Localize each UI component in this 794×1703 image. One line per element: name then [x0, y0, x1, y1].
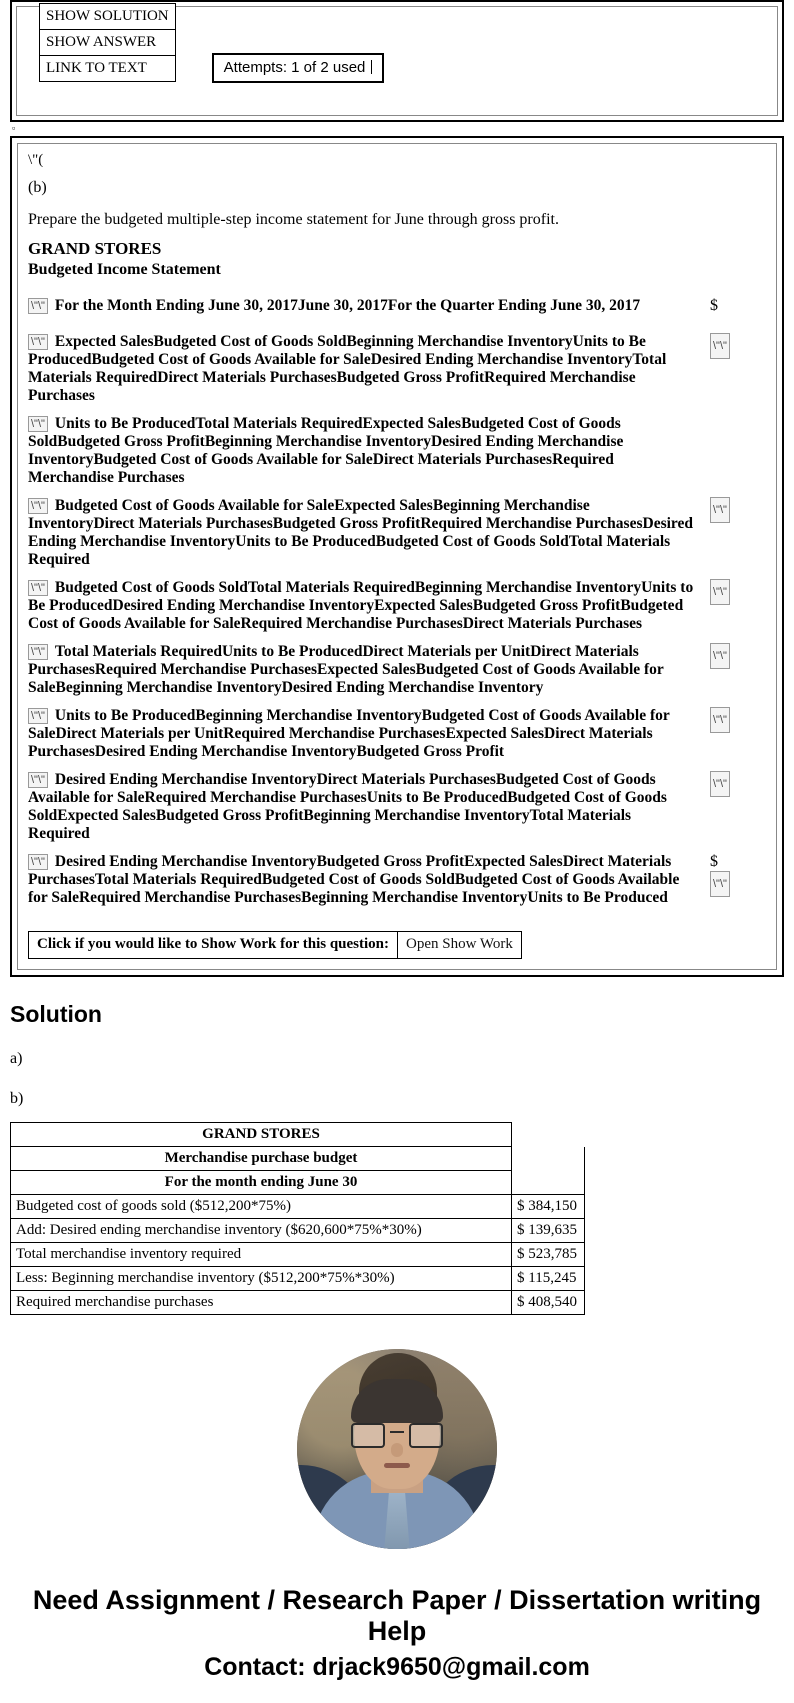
- table-row: [28, 643, 766, 697]
- statement-title: Budgeted Income Statement: [28, 261, 221, 278]
- question-panel: [10, 136, 784, 977]
- avatar-mouth: [384, 1463, 410, 1468]
- date-row-right: [710, 297, 766, 315]
- row-left: [28, 579, 706, 633]
- show-work-inner: [29, 932, 521, 958]
- row-dropdown-options[interactable]: Units to Be ProducedTotal Materials RequiredExpected SalesBudgeted Cost of Goods SoldBudgeted Gross ProfitBeginning Merchandise InventoryDesired Ending Merchandise InventoryBudgeted Cost of Goods Available for SaleDirect Materials PurchasesRequired Merchandise Purchases: [28, 415, 624, 486]
- row-label: Add: Desired ending merchandise inventory ($620,600*75%*30%): [11, 1219, 512, 1243]
- broken-image-icon: \"\": [710, 707, 730, 733]
- attempts-badge: [212, 53, 385, 83]
- row-dropdown-options[interactable]: Total Materials RequiredUnits to Be ProducedDirect Materials per UnitDirect Materials PurchasesRequired Merchandise PurchasesExpected SalesBudgeted Cost of Goods Available for SaleBeginning Merchandise InventoryDesired Ending Merchandise Inventory: [28, 643, 664, 696]
- row-dropdown-options[interactable]: Budgeted Cost of Goods SoldTotal Materials RequiredBeginning Merchandise InventoryUnits to Be ProducedDesired Ending Merchandise InventoryExpected SalesBudgeted Gross ProfitBudgeted Cost of Goods Available for SaleRequired Merchandise PurchasesDirect Materials Purchases: [28, 579, 694, 632]
- row-left: [28, 771, 706, 843]
- avatar-glasses-right: [409, 1423, 443, 1448]
- avatar-glasses-bridge: [390, 1431, 404, 1433]
- avatar-nose: [391, 1443, 403, 1457]
- row-dropdown-options[interactable]: Desired Ending Merchandise InventoryBudgeted Gross ProfitExpected SalesDirect Materials PurchasesTotal Materials RequiredBudgeted Cost of Goods SoldBudgeted Cost of Goods Available for SaleRequired Merchandise PurchasesBeginning Merchandise InventoryUnits to Be Produced: [28, 853, 680, 906]
- spacer-cell: [512, 1147, 585, 1171]
- avatar-glasses-left: [351, 1423, 385, 1448]
- avatar: [297, 1349, 497, 1549]
- currency-symbol: $: [710, 853, 718, 870]
- date-row-left: [28, 297, 710, 315]
- advertisement: [10, 1585, 784, 1683]
- broken-image-icon: \"\": [28, 854, 48, 870]
- row-dropdown-options[interactable]: Desired Ending Merchandise InventoryDirect Materials PurchasesBudgeted Cost of Goods Available for SaleRequired Merchandise PurchasesUnits to Be ProducedBudgeted Cost of Goods SoldExpected SalesBudgeted Gross ProfitBeginning Merchandise InventoryTotal Materials Required: [28, 771, 667, 842]
- broken-image-icon: \"\": [28, 334, 48, 350]
- broken-image-icon: \"\": [710, 333, 730, 359]
- panel-separator-mark: ▫: [12, 123, 16, 133]
- show-solution-button[interactable]: SHOW SOLUTION: [40, 4, 175, 30]
- broken-image-icon: \"\": [28, 708, 48, 724]
- table-row: [28, 415, 766, 487]
- row-dropdown-options[interactable]: Units to Be ProducedBeginning Merchandise InventoryBudgeted Cost of Goods Available for SaleDirect Materials per UnitRequired Merchandise PurchasesExpected SalesDirect Materials PurchasesDesired Ending Merchandise InventoryBudgeted Gross Profit: [28, 707, 670, 760]
- table-row: [28, 579, 766, 633]
- row-right: [706, 579, 766, 605]
- row-amount: $ 115,245: [512, 1267, 585, 1291]
- answer-actions-inner: [16, 6, 778, 116]
- show-work-label: Click if you would like to Show Work for this question:: [29, 932, 398, 958]
- broken-image-icon: \"\": [28, 772, 48, 788]
- show-work-bar: [28, 931, 522, 959]
- page-title: Solution: [10, 1001, 102, 1027]
- question-panel-inner: [17, 143, 777, 970]
- statement-date-row: [28, 297, 766, 315]
- broken-image-icon: \"\": [28, 498, 48, 514]
- row-left: [28, 497, 706, 569]
- spacer-cell: [512, 1123, 585, 1147]
- spacer-cell: [512, 1171, 585, 1195]
- merchandise-purchase-budget-table: [10, 1122, 585, 1315]
- answer-action-buttons: [39, 3, 176, 82]
- table-row: [11, 1147, 585, 1171]
- budget-table-subtitle: Merchandise purchase budget: [11, 1147, 512, 1171]
- row-right: [706, 643, 766, 669]
- row-right: [706, 497, 766, 523]
- broken-image-icon: \"\": [28, 580, 48, 596]
- row-amount: $ 408,540: [512, 1291, 585, 1315]
- row-left: [28, 707, 706, 761]
- broken-image-icon: \"\": [710, 771, 730, 797]
- attempts-wrapper: [212, 53, 385, 83]
- link-to-text-button[interactable]: LINK TO TEXT: [40, 56, 175, 81]
- table-row: [28, 497, 766, 569]
- row-dropdown-options[interactable]: Expected SalesBudgeted Cost of Goods SoldBeginning Merchandise InventoryUnits to Be ProducedBudgeted Cost of Goods Available for SaleDesired Ending Merchandise InventoryTotal Materials RequiredDirect Materials PurchasesBudgeted Gross ProfitRequired Merchandise Purchases: [28, 333, 667, 404]
- row-amount: $ 384,150: [512, 1195, 585, 1219]
- broken-image-icon: \"\": [28, 644, 48, 660]
- budget-table-period: For the month ending June 30: [11, 1171, 512, 1195]
- question-part-label: (b): [28, 179, 47, 196]
- row-amount: $ 139,635: [512, 1219, 585, 1243]
- open-show-work-link[interactable]: Open Show Work: [406, 936, 513, 952]
- currency-symbol: $: [710, 297, 718, 314]
- table-row: [11, 1243, 585, 1267]
- row-right: [706, 333, 766, 359]
- statement-line-rows: [28, 333, 766, 907]
- question-prompt: Prepare the budgeted multiple-step income statement for June through gross profit.: [28, 211, 559, 228]
- row-label: Less: Beginning merchandise inventory ($512,200*75%*30%): [11, 1267, 512, 1291]
- advert-line-2: Contact: drjack9650@gmail.com: [204, 1653, 590, 1681]
- solution-part-b-label: b): [10, 1090, 24, 1107]
- row-amount: $ 523,785: [512, 1243, 585, 1267]
- row-label: Budgeted cost of goods sold ($512,200*75%): [11, 1195, 512, 1219]
- row-label: Total merchandise inventory required: [11, 1243, 512, 1267]
- company-name: GRAND STORES: [28, 239, 162, 258]
- row-right: [706, 853, 766, 897]
- table-row: [11, 1267, 585, 1291]
- table-row: [11, 1123, 585, 1147]
- table-row: [11, 1195, 585, 1219]
- row-left: [28, 853, 706, 907]
- row-label: Required merchandise purchases: [11, 1291, 512, 1315]
- broken-image-icon: \"\": [710, 497, 730, 523]
- broken-image-alt-top: \"(: [28, 152, 44, 168]
- row-left: [28, 333, 706, 405]
- broken-image-icon: \"\": [28, 416, 48, 432]
- table-row: [11, 1219, 585, 1243]
- attempts-divider: [371, 60, 372, 74]
- table-row: [11, 1171, 585, 1195]
- attempts-label: Attempts: 1 of 2 used: [223, 59, 366, 76]
- broken-image-icon: \"\": [28, 298, 48, 314]
- broken-image-icon: \"\": [710, 579, 730, 605]
- show-answer-button[interactable]: SHOW ANSWER: [40, 30, 175, 56]
- solution-part-a-label: a): [10, 1050, 23, 1067]
- table-row: [28, 853, 766, 907]
- date-options-text: For the Month Ending June 30, 2017June 30, 2017For the Quarter Ending June 30, 2017: [54, 297, 641, 314]
- broken-image-icon: \"\": [710, 643, 730, 669]
- row-left: [28, 415, 706, 487]
- avatar-wrapper: [0, 1349, 794, 1549]
- budget-table-title: GRAND STORES: [11, 1123, 512, 1147]
- row-right: [706, 707, 766, 733]
- answer-actions-panel: [10, 0, 784, 122]
- table-row: [28, 707, 766, 761]
- table-row: [28, 333, 766, 405]
- row-dropdown-options[interactable]: Budgeted Cost of Goods Available for SaleExpected SalesBeginning Merchandise InventoryDirect Materials PurchasesBudgeted Gross ProfitRequired Merchandise PurchasesDesired Ending Merchandise InventoryUnits to Be ProducedBudgeted Cost of Goods SoldTotal Materials Required: [28, 497, 694, 568]
- row-right: [706, 771, 766, 797]
- advert-line-1: Need Assignment / Research Paper / Dissertation writing Help: [32, 1585, 762, 1646]
- broken-image-icon: \"\": [710, 871, 730, 897]
- row-left: [28, 643, 706, 697]
- table-row: [11, 1291, 585, 1315]
- table-row: [28, 771, 766, 843]
